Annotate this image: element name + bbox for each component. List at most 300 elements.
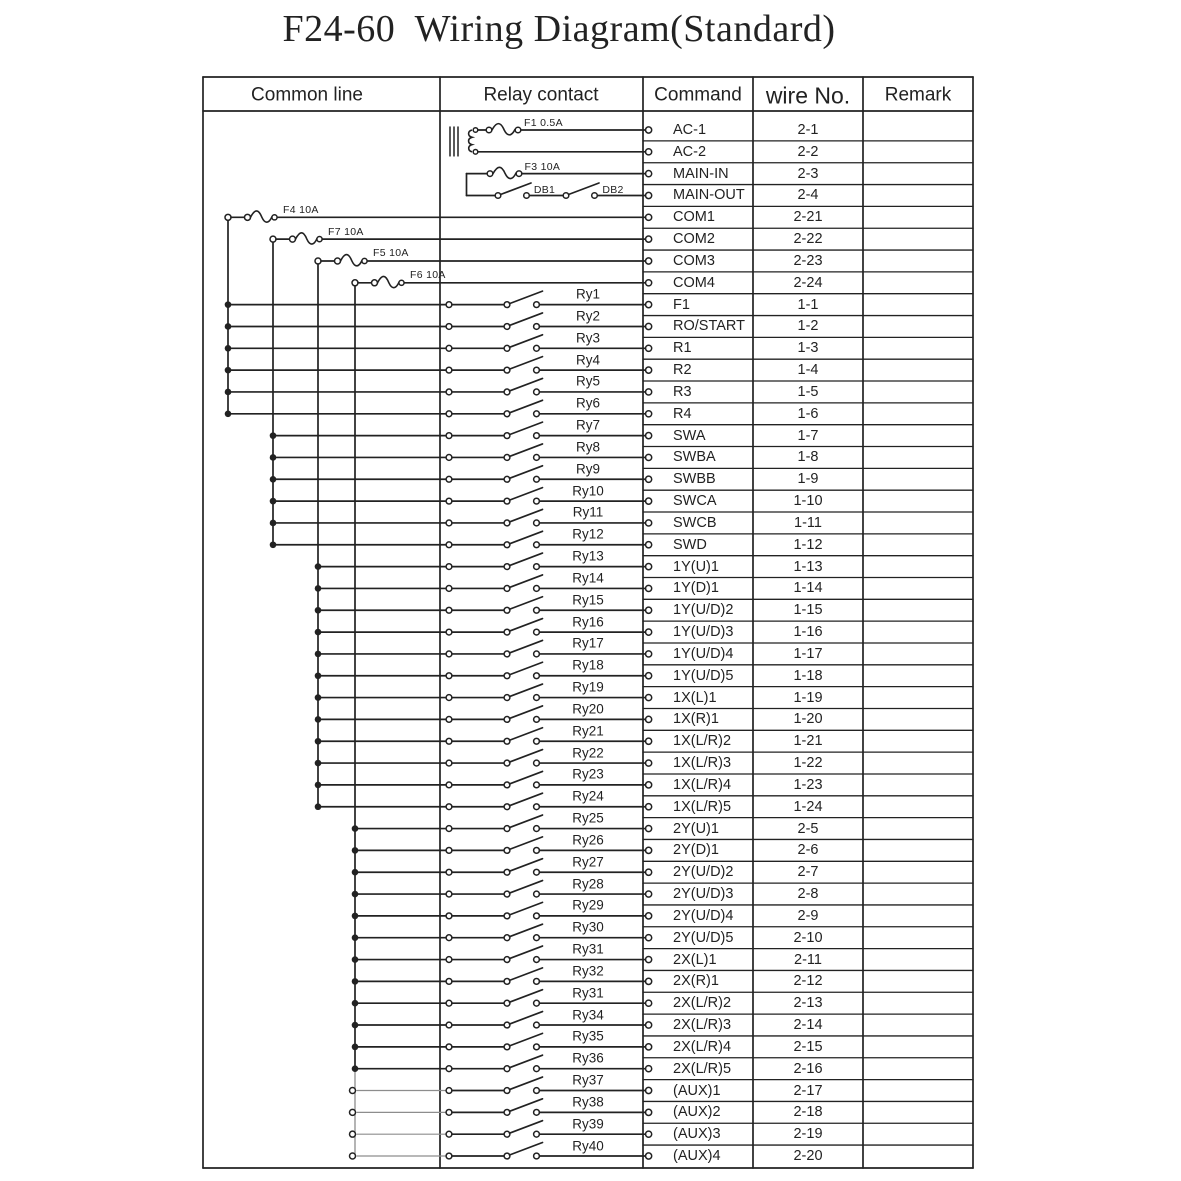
relay-contact-symbol [446,291,645,307]
contact-circle [534,717,540,723]
command-terminal-circle [646,629,652,635]
bus-junction-dot [315,672,322,679]
contact-circle [534,1109,540,1115]
command-label: 2Y(U)1 [673,820,719,837]
wire-no-label: 2-7 [797,863,819,880]
command-terminal-circle [646,847,652,853]
fuse-element [378,276,400,287]
relay-contact-symbol [446,553,645,569]
bus-junction-dot [315,629,322,636]
relay-label: Ry25 [572,810,604,826]
relay-label: Ry9 [575,461,601,477]
wire-no-label: 2-22 [793,230,823,247]
relay-contact-symbol [446,706,645,722]
contact-circle [446,738,452,744]
relay-contact-symbol [446,400,645,416]
command-label: RO/START [673,318,745,335]
contact-circle [446,935,452,941]
header-remark: Remark [884,84,952,106]
relay-label: Ry31 [572,941,604,957]
bus-junction-dot [315,760,322,767]
bus-junction-dot [352,1022,359,1029]
bus-junction-dot [270,454,277,461]
relay-contact-symbol [446,684,645,700]
command-label: 1X(L/R)5 [673,798,732,815]
command-label: (AUX)3 [673,1125,721,1142]
fuse-element [492,124,515,135]
command-label: COM2 [673,230,715,247]
contact-circle [446,367,452,373]
fuse-end-circle [245,214,251,220]
contact-circle [504,498,510,504]
contact-circle [524,193,530,199]
relay-label: Ry29 [572,897,604,913]
relay-contact-symbol [446,378,645,394]
relay-contact-symbol [446,466,645,482]
command-terminal-circle [646,236,652,242]
contact-circle [446,433,452,439]
command-terminal-circle [646,367,652,373]
contact-circle [446,411,452,417]
contact-circle [446,651,452,657]
command-terminal-circle [646,302,652,308]
relay-contact-symbol [446,1121,645,1137]
contact-circle [534,1088,540,1094]
command-terminal-circle [646,498,652,504]
fuse-element [493,167,516,178]
contact-circle [504,1109,510,1115]
command-terminal-circle [646,956,652,962]
contact-circle [563,193,569,199]
command-label: (AUX)2 [673,1104,721,1121]
wire-no-label: 2-6 [797,842,819,859]
contact-circle [534,1000,540,1006]
contact-circle [534,913,540,919]
fuse-element [251,211,273,222]
contact-circle [534,607,540,613]
command-terminal-circle [646,258,652,264]
command-label: 2Y(D)1 [673,842,719,859]
command-label: 2X(R)1 [673,973,719,990]
fuse-end-circle [225,214,231,220]
contact-circle [504,302,510,308]
wire-no-label: 2-23 [793,252,823,269]
command-label: COM1 [673,209,715,226]
contact-circle [504,695,510,701]
contact-circle [446,564,452,570]
command-terminal-circle [646,869,652,875]
contact-circle [446,629,452,635]
contact-circle [446,1109,452,1115]
wire-no-label: 1-17 [793,645,823,662]
command-label: 2Y(U/D)3 [673,885,734,902]
page-title: F24-60 Wiring Diagram(Standard) [282,8,836,50]
contact-circle [504,389,510,395]
command-terminal-circle [646,607,652,613]
contact-circle [534,433,540,439]
command-terminal-circle [646,214,652,220]
contact-circle [534,324,540,330]
command-terminal-circle [646,913,652,919]
command-label: 2X(L/R)3 [673,1016,732,1033]
contact-circle [534,367,540,373]
bus-junction-dot [270,541,277,548]
command-label: 2Y(U/D)2 [673,863,734,880]
command-label: R1 [673,340,692,357]
contact-circle [446,302,452,308]
relay-label: Ry23 [572,766,604,782]
command-label: R3 [673,383,692,400]
bus-junction-dot [315,585,322,592]
wire-no-label: 2-19 [793,1125,823,1142]
contact-circle [446,607,452,613]
command-terminal-circle [646,127,652,133]
contact-circle [446,498,452,504]
relay-label: Ry30 [572,919,604,935]
contact-circle [504,760,510,766]
contact-circle [534,847,540,853]
bus-open-tap [350,1109,356,1115]
command-label: SWD [673,536,707,553]
relay-label: Ry32 [572,963,604,979]
contact-circle [504,455,510,461]
relay-contact-symbol [446,837,645,853]
contact-circle [504,891,510,897]
contact-circle [534,804,540,810]
command-terminal-circle [646,1109,652,1115]
relay-contact-symbol [446,1077,645,1093]
command-terminal-circle [646,978,652,984]
contact-circle [446,1022,452,1028]
wire-no-label: 2-17 [793,1082,823,1099]
contact-circle [446,1131,452,1137]
fuse-end-circle [486,127,492,133]
fuse-end-circle [399,280,404,285]
relay-label: Ry2 [575,308,601,324]
command-terminal-circle [646,192,652,198]
relay-label: Ry37 [572,1072,604,1088]
relay-contact-symbol [446,815,645,831]
bus-junction-dot [270,432,277,439]
command-label: 1X(L/R)2 [673,732,732,749]
contact-circle [446,804,452,810]
wire-no-label: 1-13 [793,558,823,575]
bus-open-tap [350,1088,356,1094]
relay-label: Ry28 [572,875,604,891]
command-label: 1X(L/R)3 [673,754,732,771]
wire-no-label: 1-4 [797,361,819,378]
contact-circle [504,978,510,984]
contact-circle [446,1000,452,1006]
contact-circle [446,891,452,897]
wire-no-label: 1-19 [793,689,823,706]
relay-label: Ry22 [572,744,604,760]
bus-junction-dot [270,520,277,527]
fuse-end-circle [315,258,321,264]
wire-no-label: 1-18 [793,667,823,684]
relay-contact-symbol [446,902,645,918]
relay-label: Ry35 [572,1028,604,1044]
command-terminal-circle [646,1131,652,1137]
command-terminal-circle [646,149,652,155]
contact-circle [504,564,510,570]
command-label: MAIN-IN [673,165,729,182]
wire-no-label: 2-9 [797,907,819,924]
fuse-symbol-f4 [225,211,645,222]
header-command: Command [654,84,742,106]
contact-circle [534,629,540,635]
contact-circle [446,1088,452,1094]
relay-contact-symbol [446,357,645,373]
command-terminal-circle [646,782,652,788]
command-terminal-circle [646,651,652,657]
contact-circle [446,869,452,875]
command-label: R2 [673,361,692,378]
wire-no-label: 2-18 [793,1104,823,1121]
contact-circle [534,1153,540,1159]
bus-junction-dot [315,694,322,701]
wire-no-label: 1-5 [797,383,819,400]
wire-no-label: 1-23 [793,776,823,793]
relay-label: Ry38 [572,1094,604,1110]
contact-circle [504,826,510,832]
bus-junction-dot [352,869,359,876]
fuse-end-circle [317,237,322,242]
command-terminal-circle [646,411,652,417]
contact-circle [446,913,452,919]
contact-circle [534,564,540,570]
fuse-end-circle [290,236,296,242]
command-label: 1Y(U/D)2 [673,602,734,618]
bus-open-tap [350,1131,356,1137]
contact-circle [534,935,540,941]
fuse-label-f3: F3 10A [524,160,561,173]
relay-label: Ry7 [575,417,601,433]
relay-contact-symbol [446,1143,645,1159]
bus-junction-dot [352,1065,359,1072]
wire-no-label: 2-11 [794,951,822,968]
relay-contact-symbol [446,859,645,875]
bus-junction-dot [352,1044,359,1051]
bus-junction-dot [315,563,322,570]
contact-circle [495,193,501,199]
contact-circle [504,651,510,657]
contact-circle [534,411,540,417]
contact-circle [446,1044,452,1050]
fuse-end-circle [270,236,276,242]
command-label: (AUX)1 [673,1082,721,1099]
wire-no-label: 1-16 [793,623,823,640]
command-terminal-circle [646,171,652,177]
contact-circle [534,345,540,351]
command-label: R4 [673,405,692,422]
wire-no-label: 1-1 [797,296,819,313]
wire-no-label: 1-3 [797,340,819,357]
wire-no-label: 1-10 [793,492,823,509]
contact-circle [504,433,510,439]
fuse-end-circle [335,258,341,264]
relay-label: Ry15 [572,592,604,607]
contact-circle [446,1066,452,1072]
wire-no-label: 2-12 [793,973,823,990]
contact-circle [504,738,510,744]
contact-circle [504,869,510,875]
fuse-label-f1: F1 0.5A [524,116,563,129]
command-terminal-circle [646,564,652,570]
contact-circle [534,651,540,657]
contact-circle [504,782,510,788]
db2-label: DB2 [602,184,624,197]
contact-circle [446,476,452,482]
command-terminal-circle [646,520,652,526]
contact-circle [446,782,452,788]
contact-circle [446,760,452,766]
relay-label: Ry27 [572,853,604,869]
wire-no-label: 1-21 [793,732,823,749]
command-label: SWCA [673,492,717,509]
fuse-label: F4 10A [283,203,319,216]
contact-circle [504,957,510,963]
relay-label: Ry34 [572,1006,604,1022]
contact-circle [504,1088,510,1094]
contact-circle [446,389,452,395]
relay-contact-symbol [446,422,645,438]
contact-circle [504,804,510,810]
contact-circle [446,978,452,984]
fuse-end-circle [362,258,367,263]
command-terminal-circle [646,716,652,722]
bus-junction-dot [225,323,232,330]
command-label: 1X(L)1 [673,689,717,706]
relay-label: Ry11 [572,504,604,520]
contact-circle [504,542,510,548]
command-label: 2X(L/R)2 [673,994,732,1011]
command-terminal-circle [646,476,652,482]
command-terminal-circle [646,804,652,810]
command-terminal-circle [646,825,652,831]
bus-junction-dot [352,825,359,832]
contact-circle [504,607,510,613]
command-terminal-circle [646,323,652,329]
wire-no-label: 1-9 [797,471,819,488]
relay-label: Ry21 [572,722,604,738]
wire-no-label: 2-13 [793,994,823,1011]
command-terminal-circle [646,694,652,700]
wire-no-label: 1-22 [793,754,823,771]
command-terminal-circle [646,1066,652,1072]
command-label: COM4 [673,274,715,291]
relay-contact-symbol [446,1012,645,1028]
bus-junction-dot [315,782,322,789]
contact-circle [534,498,540,504]
relay-contact-symbol [446,728,645,744]
relay-contact-symbol [446,750,645,766]
contact-circle [446,345,452,351]
command-terminal-circle [646,673,652,679]
fuse-symbol-f6 [352,276,645,287]
relay-label: Ry16 [572,613,604,629]
command-label: 2X(L)1 [673,951,717,968]
relay-contact-symbol [446,881,645,897]
wire-no-label: 1-2 [797,318,819,335]
relay-contact-symbol [446,1055,645,1071]
fuse-element [296,233,318,244]
bus-open-tap [350,1153,356,1159]
command-terminal-circle [646,345,652,351]
contact-circle [504,324,510,330]
relay-contact-symbol [446,335,645,351]
fuse-end-circle [372,280,378,286]
relay-contact-symbol [446,444,645,460]
contact-circle [534,586,540,592]
command-label: SWBB [673,471,716,488]
relay-label: Ry24 [572,788,604,804]
transformer-symbol [450,127,478,156]
command-label: 1Y(U/D)3 [673,623,734,640]
command-label: SWCB [673,514,717,531]
command-terminal-circle [646,1087,652,1093]
bus-junction-dot [225,389,232,396]
command-label: SWBA [673,449,716,466]
relay-label: Ry3 [575,330,601,346]
relay-contact-symbol [446,1033,645,1049]
contact-circle [592,193,598,199]
fuse-f3-symbol [467,167,646,195]
contact-circle [446,826,452,832]
relay-label: Ry6 [575,395,601,411]
contact-circle [534,1022,540,1028]
contact-circle [504,1022,510,1028]
wire-no-label: 2-20 [793,1147,823,1164]
bus-junction-dot [352,913,359,920]
wire-no-label: 2-1 [797,121,819,138]
header-wire-no: wire No. [765,82,851,109]
relay-label: Ry14 [572,570,604,586]
relay-label: Ry5 [575,373,601,389]
wire-no-label: 2-2 [797,143,819,160]
fuse-end-circle [352,280,358,286]
relay-contact-symbol [446,662,645,678]
contact-circle [504,1000,510,1006]
fuse-element [341,255,363,266]
command-label: AC-1 [673,121,707,138]
relay-contact-symbol [446,640,645,656]
contact-circle [534,389,540,395]
contact-circle [534,738,540,744]
relay-label: Ry13 [572,548,604,564]
contact-circle [446,455,452,461]
contact-circle [534,302,540,308]
relay-contact-symbol [446,313,645,329]
wire-no-label: 2-16 [793,1060,823,1077]
relay-label: Ry26 [572,832,604,848]
contact-circle [534,542,540,548]
command-terminal-circle [646,1022,652,1028]
contact-circle [504,673,510,679]
bus-junction-dot [315,803,322,810]
contact-circle [504,847,510,853]
contact-circle [534,673,540,679]
relay-contact-symbol [446,1099,645,1115]
bus-junction-dot [352,956,359,963]
contact-circle [504,367,510,373]
relay-label: Ry31 [572,984,604,1000]
command-terminal-circle [646,433,652,439]
contact-circle [446,695,452,701]
fuse-f1-symbol [478,124,646,135]
contact-circle [504,476,510,482]
command-label: 1X(R)1 [673,711,719,728]
